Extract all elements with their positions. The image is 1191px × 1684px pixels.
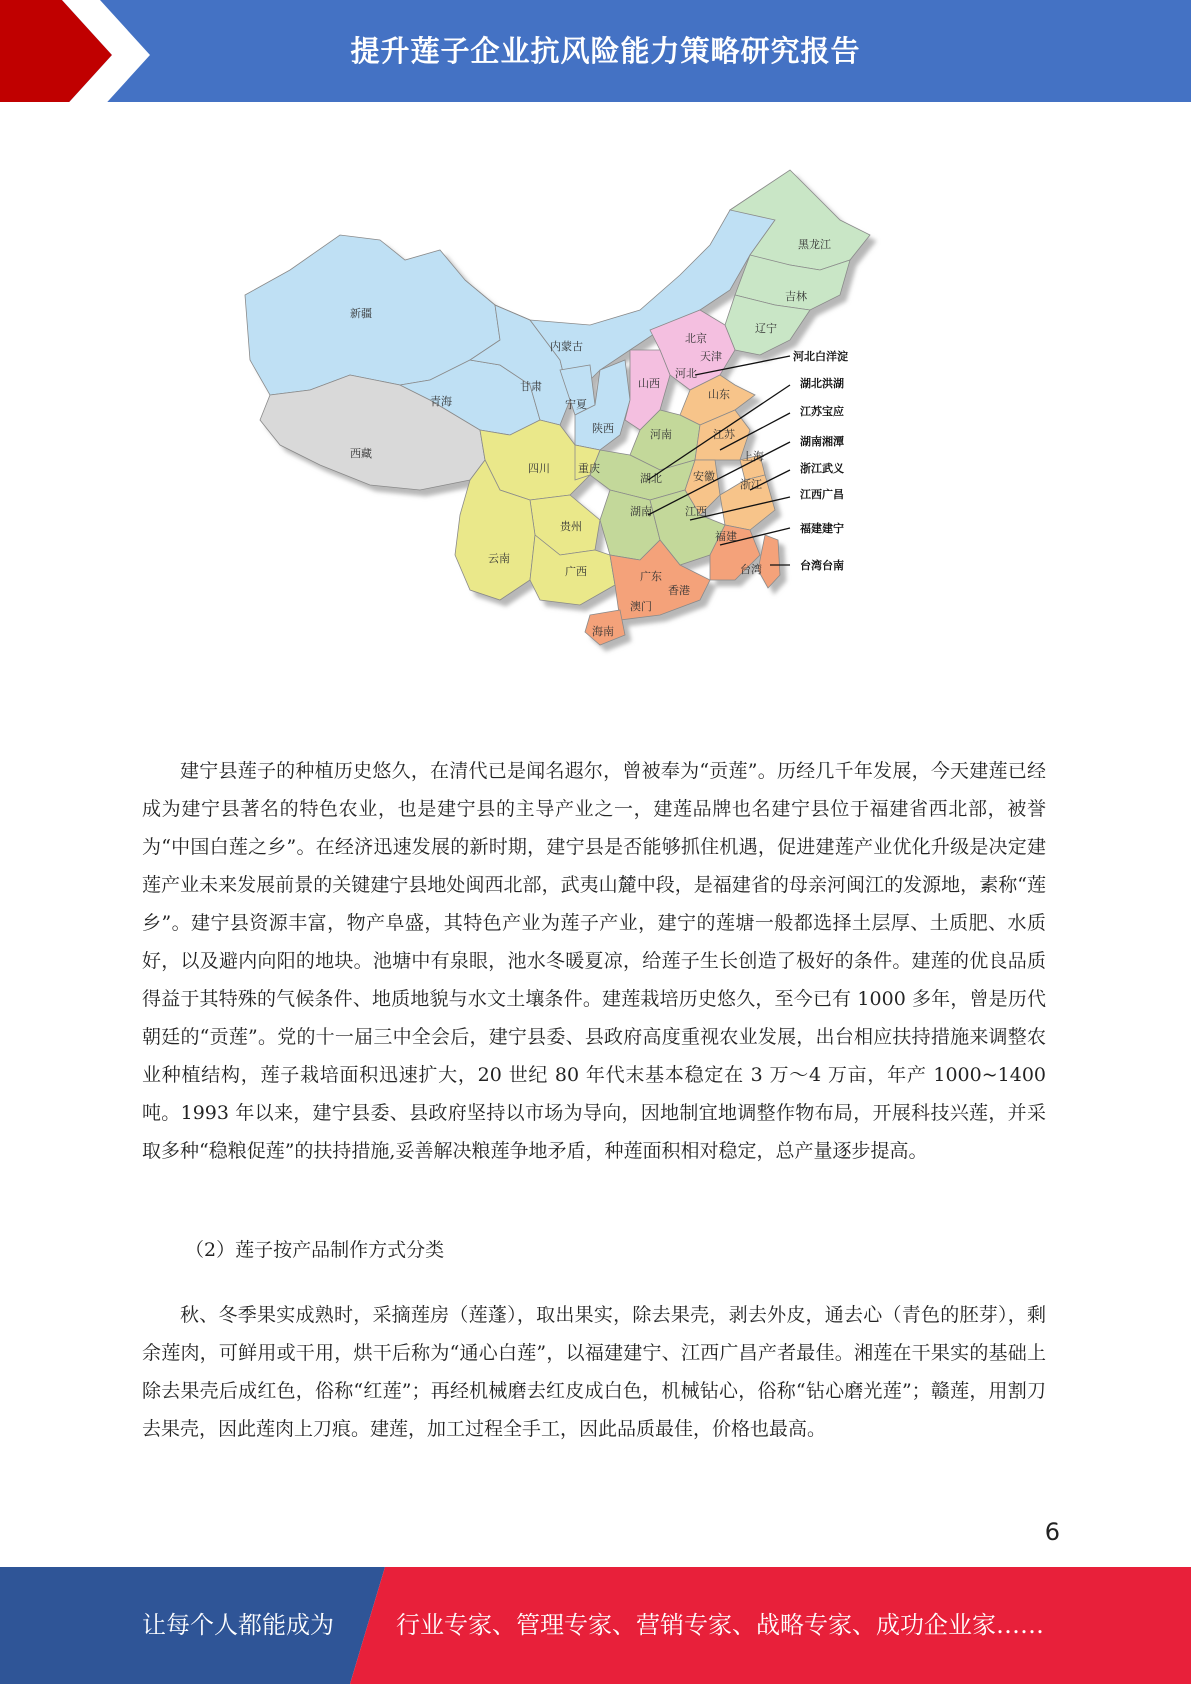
label-qinghai: 青海 [430, 395, 452, 408]
paragraph-processing-methods: 秋、冬季果实成熟时，采摘莲房（莲蓬），取出果实，除去果壳，剥去外皮，通去心（青色的胚芽），剩余莲肉，可鲜用或干用，烘干后称为“通心白莲”，以福建建宁、江西广昌产者最佳。湘莲在干果实的基础上除去果壳后成红色，俗称“红莲”；再经机械磨去红皮成白色，机械钻心，俗称“钻心磨光莲”；赣莲，用割刀去果壳，因此莲肉上刀痕。建莲，加工过程全手工，因此品质最佳，价格也最高。 [142, 1304, 1046, 1440]
label-shanghai: 上海 [742, 450, 764, 463]
label-shaanxi: 陕西 [592, 422, 614, 435]
label-hebei: 河北 [675, 367, 697, 380]
paragraph-jianning-history: 建宁县莲子的种植历史悠久，在清代已是闻名遐尔，曾被奉为“贡莲”。历经几千年发展，今天建莲已经成为建宁县著名的特色农业，也是建宁县的主导产业之一，建莲品牌也名建宁县位于福建省西北部，被誉为“中国白莲之乡”。在经济迅速发展的新时期，建宁县是否能够抓住机遇，促进建莲产业优化升级是决定建莲产业未来发展前景的关键建宁县地处闽西北部，武夷山麓中段，是福建省的母亲河闽江的发源地，素称“莲乡”。建宁县资源丰富，物产阜盛，其特色产业为莲子产业，建宁的莲塘一般都选择土层厚、土质肥、水质好，以及避内向阳的地块。池塘中有泉眼，池水冬暖夏凉，给莲子生长创造了极好的条件。建莲的优良品质得益于其特殊的气候条件、地质地貌与水文土壤条件。建莲栽培历史悠久，至今已有 1000 多年，曾是历代朝廷的“贡莲”。党的十一届三中全会后，建宁县委、县政府高度重视农业发展，出台相应扶持措施来调整农业种植结构，莲子栽培面积迅速扩大，20 世纪 80 年代末基本稳定在 3 万～4 万亩，年产 1000~1400 吨。1993 年以来，建宁县委、县政府坚持以市场为导向，因地制宜地调整作物布局，开展科技兴莲，并采取多种“稳粮促莲”的扶持措施,妥善解决粮莲争地矛盾，种莲面积相对稳定，总产量逐步提高。 [142, 760, 1046, 1162]
label-chongqing: 重庆 [578, 462, 600, 475]
label-zhejiang: 浙江 [740, 478, 762, 491]
china-lotus-production-map [230, 160, 940, 705]
site-taiwan-tainan: 台湾台南 [800, 559, 844, 572]
footer-slogan-right: 行业专家、管理专家、营销专家、战略专家、成功企业家…… [396, 1611, 1044, 1639]
label-hubei: 湖北 [640, 472, 662, 485]
label-macau: 澳门 [630, 600, 652, 613]
page-footer [0, 1567, 1191, 1684]
label-jiangsu: 江苏 [713, 428, 735, 441]
label-anhui: 安徽 [693, 470, 715, 483]
label-henan: 河南 [650, 428, 672, 441]
footer-slogan-left: 让每个人都能成为 [142, 1611, 334, 1639]
label-hongkong: 香港 [668, 584, 690, 597]
label-jilin: 吉林 [785, 290, 807, 303]
site-zhejiang-wuyi: 浙江武义 [800, 462, 844, 475]
label-shanxi: 山西 [638, 377, 660, 390]
label-ningxia: 宁夏 [565, 398, 587, 411]
label-tianjin: 天津 [700, 350, 722, 363]
label-yunnan: 云南 [488, 552, 510, 565]
page-header [0, 0, 1191, 110]
report-title: 提升莲子企业抗风险能力策略研究报告 [350, 34, 861, 68]
site-hunan-xiangtan: 湖南湘潭 [800, 435, 844, 448]
label-gansu: 甘肃 [520, 380, 542, 393]
label-hunan: 湖南 [630, 505, 652, 518]
site-hebei-baiyangdian: 河北白洋淀 [793, 350, 848, 363]
map-svg [230, 160, 940, 705]
label-hainan: 海南 [592, 625, 614, 638]
label-shandong: 山东 [708, 388, 730, 401]
section-subheading: （2）莲子按产品制作方式分类 [185, 1239, 445, 1261]
site-jiangxi-guangchang: 江西广昌 [800, 488, 844, 501]
label-guangdong: 广东 [640, 570, 662, 583]
label-heilongjiang: 黑龙江 [798, 238, 831, 251]
label-taiwan: 台湾 [740, 563, 762, 576]
label-guizhou: 贵州 [560, 520, 582, 533]
page-number: 6 [1044, 1518, 1060, 1546]
label-jiangxi: 江西 [685, 505, 707, 518]
site-jiangsu-baoying: 江苏宝应 [800, 405, 844, 418]
label-fujian: 福建 [715, 530, 737, 543]
label-sichuan: 四川 [528, 462, 550, 475]
label-xinjiang: 新疆 [350, 307, 372, 320]
label-beijing: 北京 [685, 332, 707, 345]
label-liaoning: 辽宁 [755, 322, 777, 335]
site-hubei-honghu: 湖北洪湖 [800, 377, 844, 390]
label-tibet: 西藏 [350, 447, 372, 460]
site-fujian-jianning: 福建建宁 [800, 522, 844, 535]
label-guangxi: 广西 [565, 565, 587, 578]
region-taiwan [758, 535, 780, 588]
label-inner-mongolia: 内蒙古 [550, 340, 583, 353]
